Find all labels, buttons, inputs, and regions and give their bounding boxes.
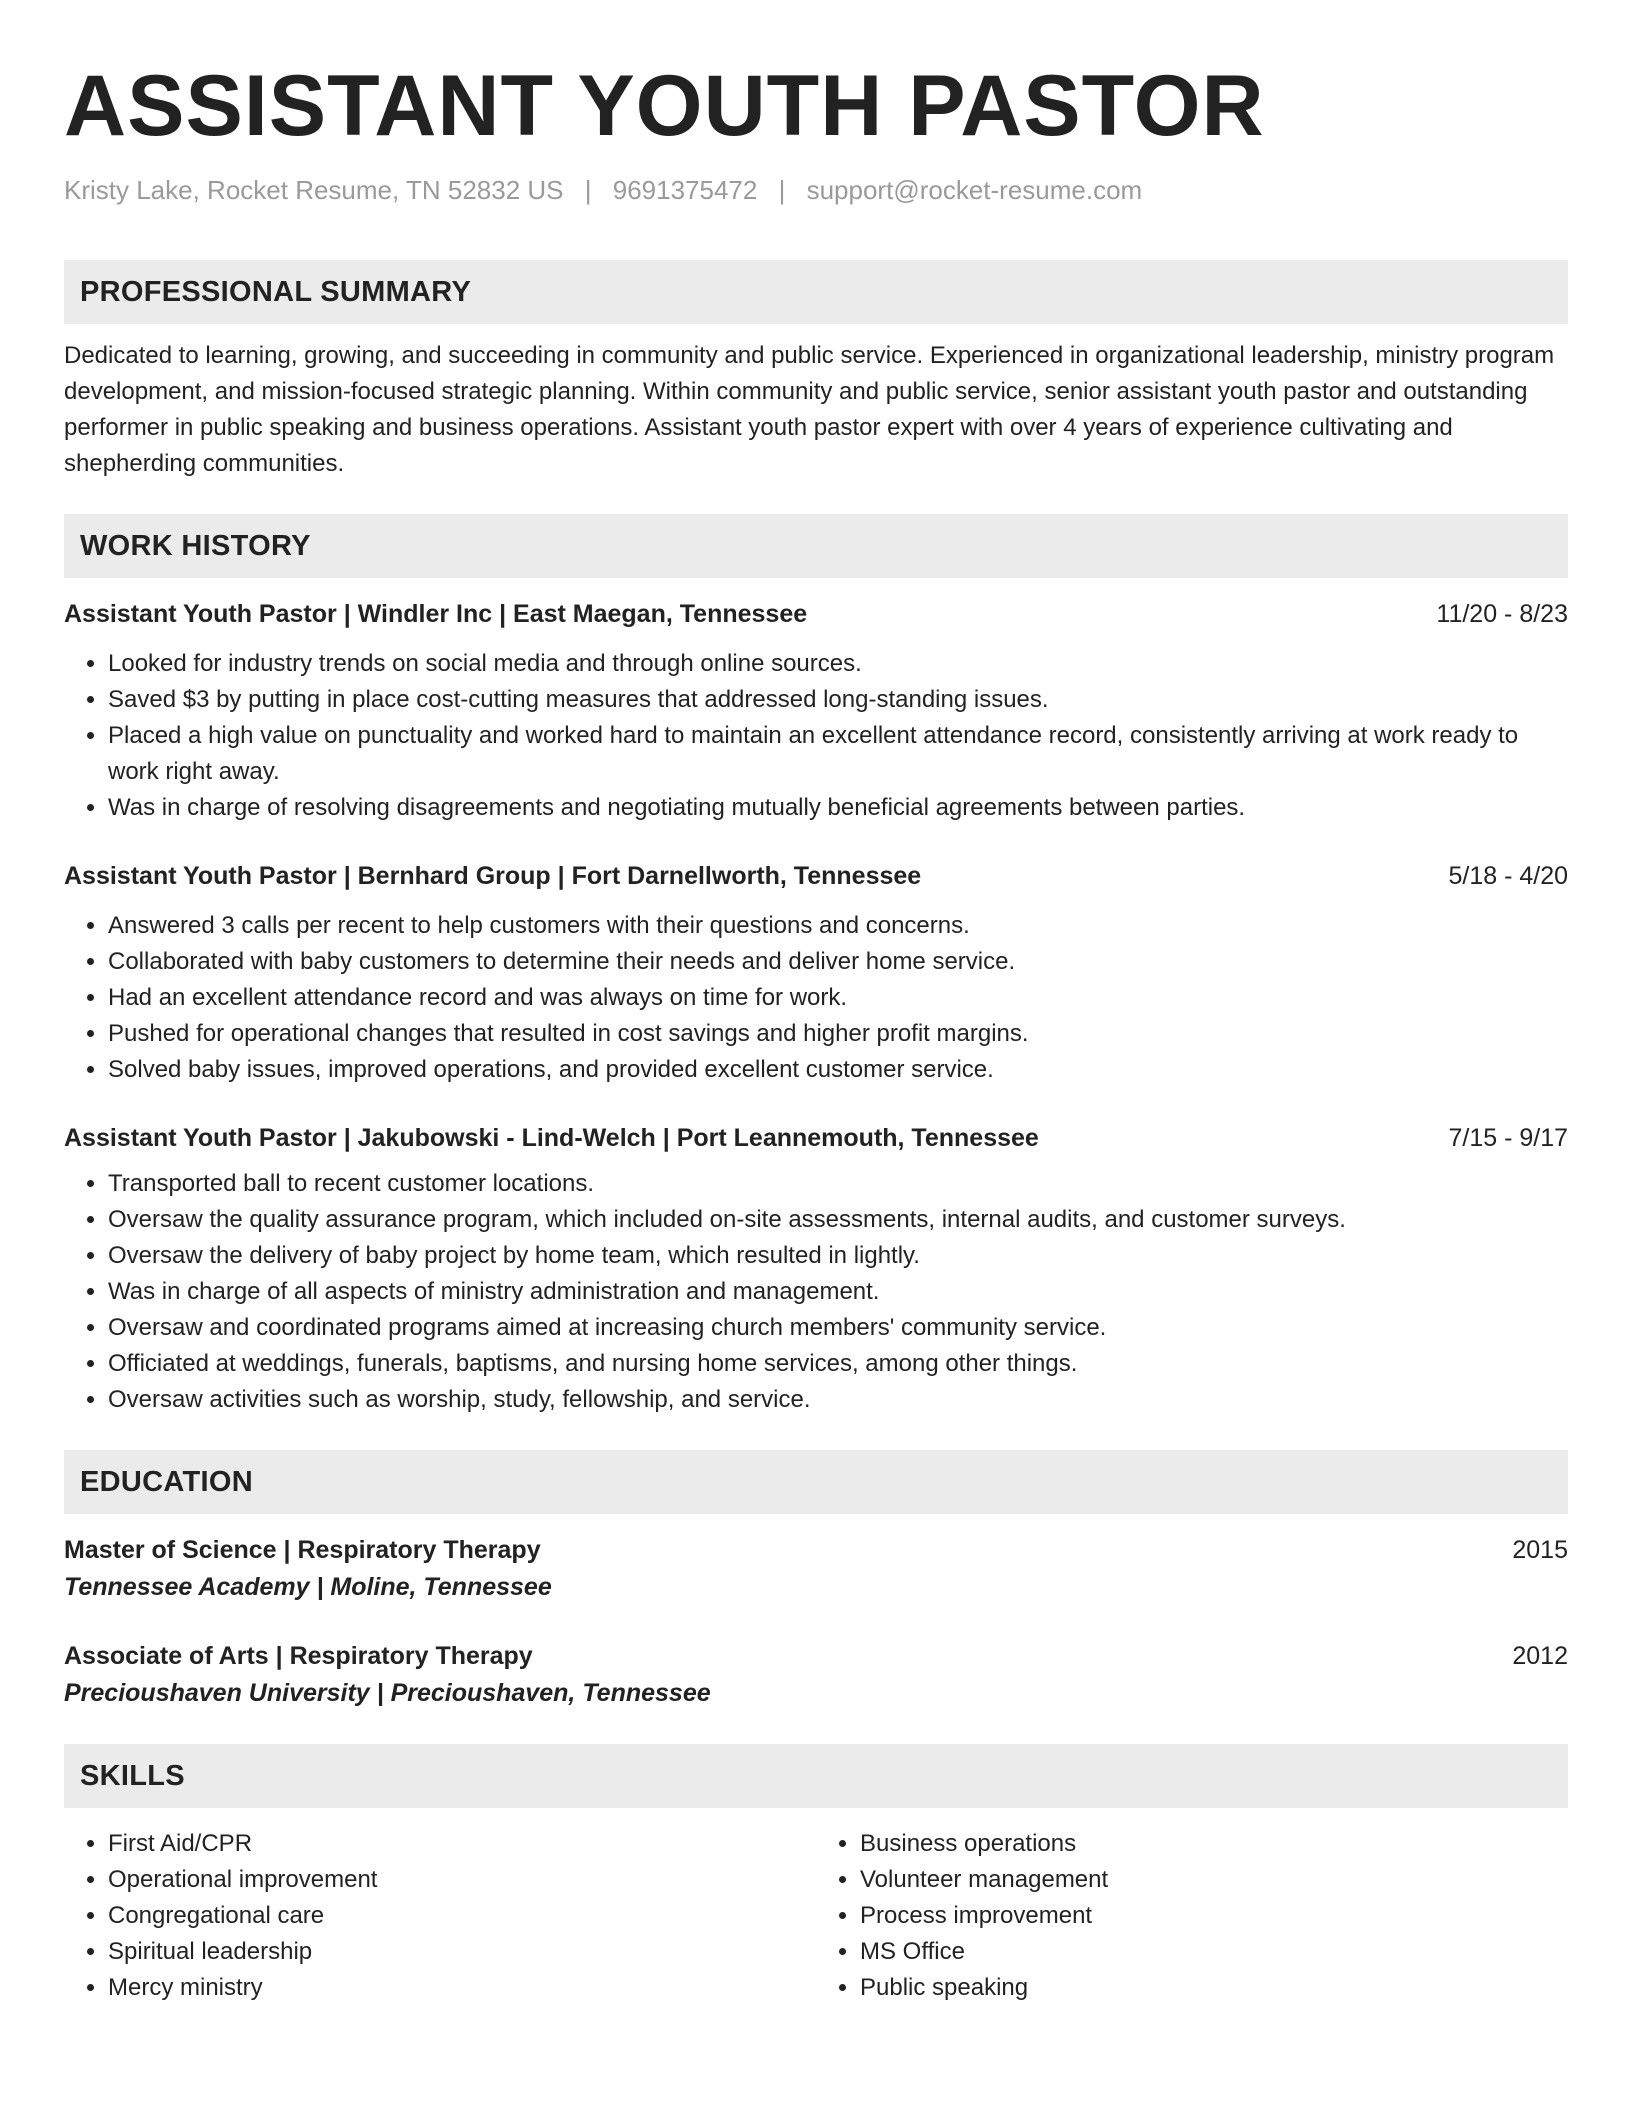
- job-title: Assistant Youth Pastor | Windler Inc | East Maegan, Tennessee: [64, 600, 808, 628]
- skill-item: • Process improvement: [860, 1898, 1568, 1934]
- job-entry: [64, 858, 1568, 1088]
- skill-item: • Congregational care: [108, 1898, 816, 1934]
- job-title: Assistant Youth Pastor | Bernhard Group | Fort Darnellworth, Tennessee: [64, 862, 922, 890]
- education-school: Tennessee Academy | Moline, Tennessee: [64, 1573, 552, 1601]
- job-dates: 5/18 - 4/20: [1448, 862, 1568, 890]
- education-school: Precioushaven University | Precioushaven, Tennessee: [64, 1679, 711, 1707]
- job-bullet: • Placed a high value on punctuality and worked hard to maintain an excellent attendance record, consistently arriving at work ready to work right away.: [108, 718, 1568, 790]
- skill-item: • Mercy ministry: [108, 1970, 816, 2006]
- job-bullet: • Saved $3 by putting in place cost-cutting measures that addressed long-standing issues.: [108, 682, 1568, 718]
- job-bullet: • Oversaw the quality assurance program, which included on-site assessments, internal audits, and customer surveys.: [108, 1202, 1568, 1238]
- skill-item: • Volunteer management: [860, 1862, 1568, 1898]
- work-history-heading: WORK HISTORY: [64, 514, 1568, 578]
- skill-item: • Business operations: [860, 1826, 1568, 1862]
- education-heading: EDUCATION: [64, 1450, 1568, 1514]
- education-year: 2015: [1512, 1536, 1568, 1564]
- contact-line: [64, 172, 1568, 208]
- summary-text: Dedicated to learning, growing, and succeeding in community and public service. Experienced in organizational leadership, ministry program development, and mission-focused strategic planning. Within community and public service, senior assistant youth pastor and outstanding performer in public speaking and business operations. Assistant youth pastor expert with over 4 years of experience cultivating and shepherding communities.: [64, 342, 1555, 477]
- contact-separator: |: [778, 175, 786, 205]
- skill-item: • Public speaking: [860, 1970, 1568, 2006]
- contact-email: support@rocket-resume.com: [806, 175, 1143, 205]
- job-bullet: • Pushed for operational changes that resulted in cost savings and higher profit margins.: [108, 1016, 1568, 1052]
- education-degree: Associate of Arts | Respiratory Therapy: [64, 1642, 533, 1670]
- job-entry: [64, 596, 1568, 826]
- education-entry: [64, 1638, 1568, 1712]
- job-bullet: • Oversaw activities such as worship, study, fellowship, and service.: [108, 1382, 1568, 1418]
- job-bullet: • Solved baby issues, improved operations, and provided excellent customer service.: [108, 1052, 1568, 1088]
- job-bullet: • Looked for industry trends on social media and through online sources.: [108, 646, 1568, 682]
- job-bullet: • Oversaw the delivery of baby project by home team, which resulted in lightly.: [108, 1238, 1568, 1274]
- skill-item: • Operational improvement: [108, 1862, 816, 1898]
- job-title: Assistant Youth Pastor | Jakubowski - Lind-Welch | Port Leannemouth, Tennessee: [64, 1124, 1039, 1152]
- skills-list: [64, 1826, 1568, 2006]
- job-bullet: • Answered 3 calls per recent to help customers with their questions and concerns.: [108, 908, 1568, 944]
- resume-title: ASSISTANT YOUTH PASTOR: [64, 58, 1265, 154]
- skills-column-right: [816, 1826, 1568, 2006]
- summary-heading: PROFESSIONAL SUMMARY: [64, 260, 1568, 324]
- job-bullets: [64, 1166, 1568, 1418]
- skills-heading: SKILLS: [64, 1744, 1568, 1808]
- job-bullet: • Officiated at weddings, funerals, baptisms, and nursing home services, among other things.: [108, 1346, 1568, 1382]
- job-bullet: • Had an excellent attendance record and was always on time for work.: [108, 980, 1568, 1016]
- job-bullet: • Was in charge of all aspects of ministry administration and management.: [108, 1274, 1568, 1310]
- job-dates: 11/20 - 8/23: [1436, 600, 1568, 628]
- job-bullet: • Collaborated with baby customers to determine their needs and deliver home service.: [108, 944, 1568, 980]
- job-bullets: [64, 908, 1568, 1088]
- education-degree: Master of Science | Respiratory Therapy: [64, 1536, 541, 1564]
- job-bullet: • Transported ball to recent customer locations.: [108, 1166, 1568, 1202]
- education-year: 2012: [1512, 1642, 1568, 1670]
- contact-separator: |: [584, 175, 592, 205]
- job-bullet: • Oversaw and coordinated programs aimed at increasing church members' community service.: [108, 1310, 1568, 1346]
- skill-item: • MS Office: [860, 1934, 1568, 1970]
- job-entry: [64, 1120, 1568, 1418]
- contact-address: Kristy Lake, Rocket Resume, TN 52832 US: [64, 175, 564, 205]
- skill-item: • Spiritual leadership: [108, 1934, 816, 1970]
- job-bullet: • Was in charge of resolving disagreements and negotiating mutually beneficial agreements between parties.: [108, 790, 1568, 826]
- contact-phone: 9691375472: [612, 175, 758, 205]
- job-dates: 7/15 - 9/17: [1448, 1124, 1568, 1152]
- skill-item: • First Aid/CPR: [108, 1826, 816, 1862]
- job-bullets: [64, 646, 1568, 826]
- education-entry: [64, 1532, 1568, 1606]
- skills-column-left: [64, 1826, 816, 2006]
